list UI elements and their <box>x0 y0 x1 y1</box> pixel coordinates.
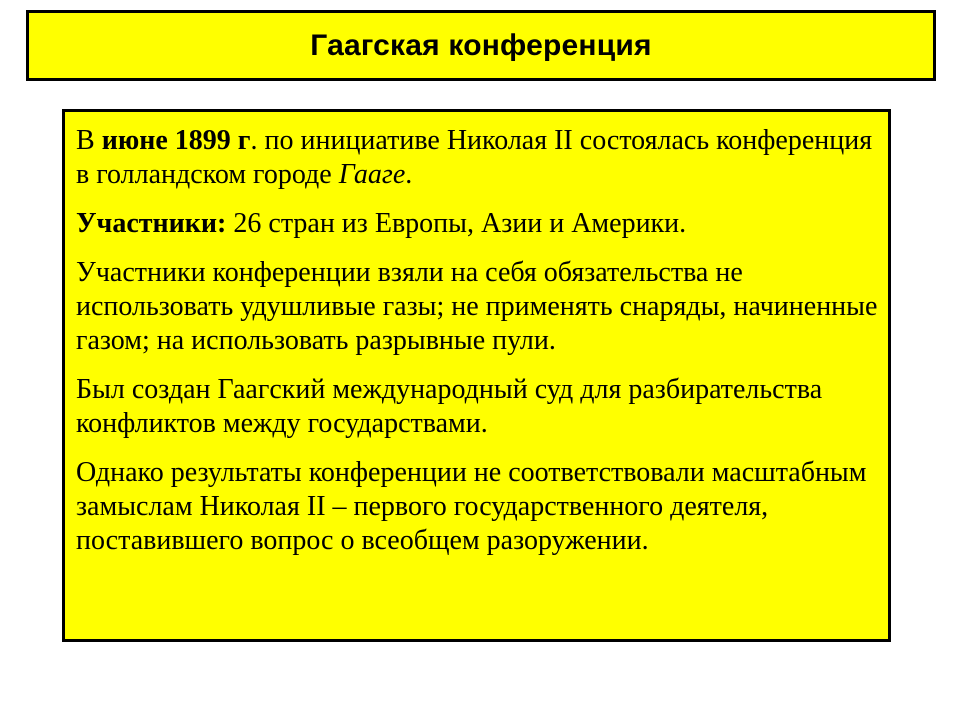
paragraph-results: Однако результаты конференции не соответствовали масштабным замыслам Николая II – первого государственного деятеля, поставившего вопрос о всеобщем разоружении. <box>76 457 867 556</box>
paragraph-court: Был создан Гаагский международный суд для разбирательства конфликтов между государствами. <box>76 374 823 439</box>
title-box <box>26 10 936 81</box>
participants-text: 26 стран из Европы, Азии и Америки. <box>226 208 687 239</box>
paragraph-obligations: Участники конференции взяли на себя обязательства не использовать удушливые газы; не применять снаряды, начиненные газом; на использовать разрывные пули. <box>76 257 878 356</box>
paragraph-date <box>76 124 878 192</box>
text-segment: . <box>405 159 413 190</box>
paragraph-participants <box>76 207 878 241</box>
text-segment: В <box>76 125 102 156</box>
content-box <box>62 109 891 642</box>
participants-label: Участники: <box>76 208 227 239</box>
text-segment: . по инициативе Николая II состоялась конференция в голландском городе <box>76 125 873 190</box>
slide-title: Гаагская конференция <box>310 28 652 62</box>
city-italic: Гааге <box>338 159 406 190</box>
date-bold: июне 1899 г <box>101 125 251 156</box>
